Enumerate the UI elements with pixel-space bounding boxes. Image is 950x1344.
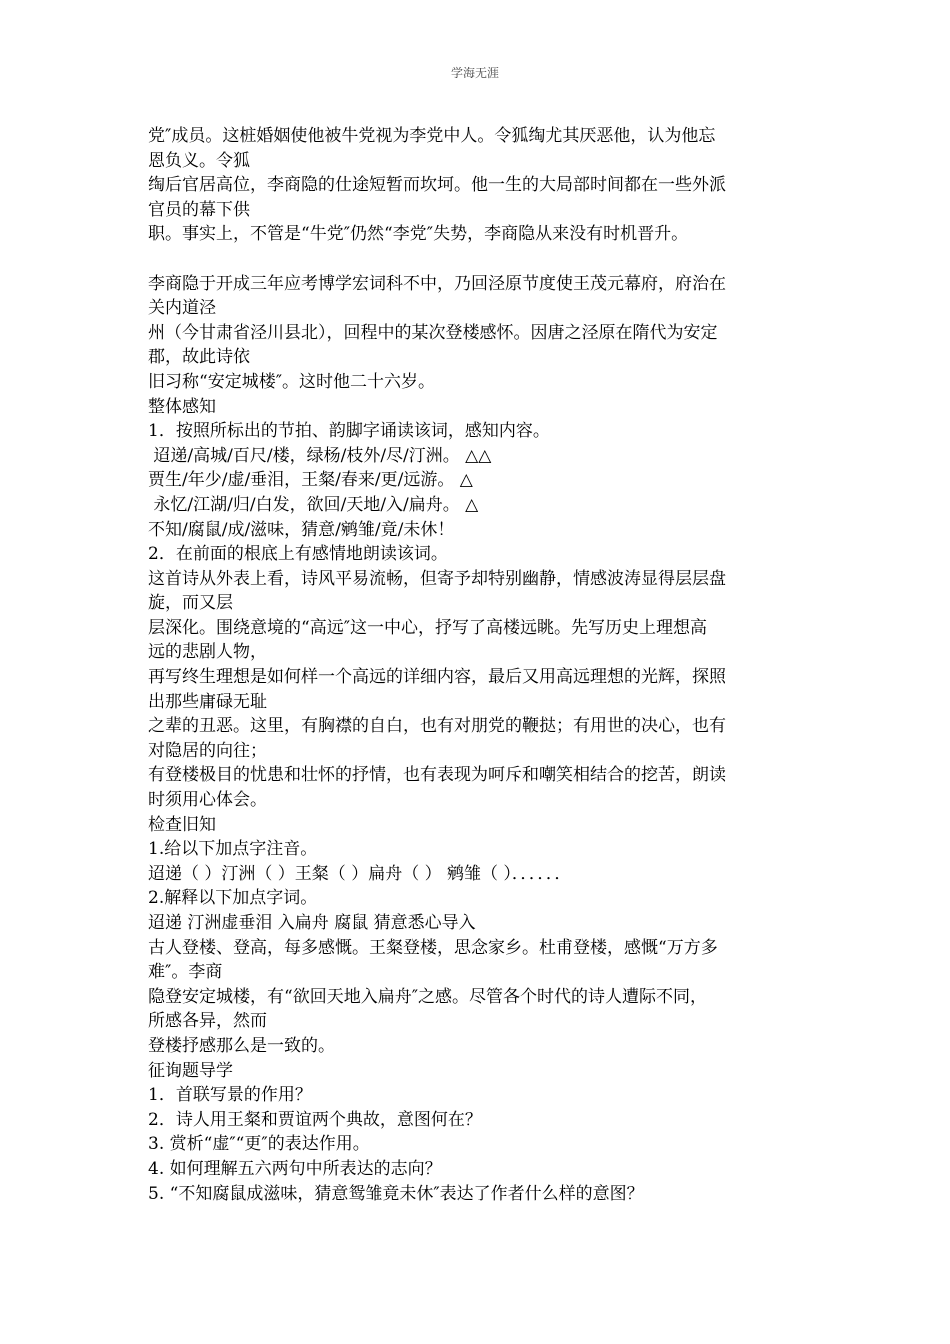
text-line: 之辈的丑恶。这里，有胸襟的自白，也有对朋党的鞭挞；有用世的决心，也有 <box>148 716 726 737</box>
text-line: 这首诗从外表上看，诗风平易流畅，但寄予却特别幽静，情感波涛显得层层盘 <box>148 568 726 589</box>
question-item: 2．诗人用王粲和贾谊两个典故，意图何在？ <box>148 1109 482 1130</box>
text-line: 隐登安定城楼，有“欲回天地入扁舟″之感。尽管各个时代的诗人遭际不同， <box>148 986 708 1007</box>
section-heading: 征询题导学 <box>148 1060 233 1081</box>
text-line: 1.给以下加点字注音。 <box>148 839 318 860</box>
poem-line: 迢递/高城/百尺/楼，绿杨/枝外/尽/汀洲。 △△ <box>148 445 492 466</box>
poem-line: 贾生/年少/虚/垂泪，王粲/春来/更/远游。 △ <box>148 470 473 491</box>
text-line: 绹后官居高位，李商隐的仕途短暂而坎坷。他一生的大局部时间都在一些外派 <box>148 175 726 196</box>
text-line: 职。事实上，不管是“牛党″仍然“李党″失势，李商隐从来没有时机晋升。 <box>148 224 689 245</box>
text-line: 1．按照所标出的节拍、韵脚字诵读该词，感知内容。 <box>148 421 550 442</box>
text-line: 官员的幕下供 <box>148 199 250 220</box>
document-body <box>148 124 808 1206</box>
text-line: 登楼抒感那么是一致的。 <box>148 1035 335 1056</box>
text-line: 再写终生理想是如何样一个高远的详细内容，最后又用高远理想的光辉，探照 <box>148 667 726 688</box>
blank-line <box>148 247 808 272</box>
question-item: 3. 赏析“虚″“更″的表达作用。 <box>148 1134 370 1155</box>
text-line: 李商隐于开成三年应考博学宏词科不中，乃回泾原节度使王茂元幕府，府治在 <box>148 273 726 294</box>
text-line: 有登楼极目的忧患和壮怀的抒情，也有表现为呵斥和嘲笑相结合的挖苦，朗读 <box>148 765 726 786</box>
text-line: 郡，故此诗依 <box>148 347 250 368</box>
text-line: 所感各异，然而 <box>148 1011 267 1032</box>
text-line: 2．在前面的根底上有感情地朗读该词。 <box>148 544 448 565</box>
text-line: 迢递 汀洲虚垂泪 入扁舟 腐鼠 猜意悉心导入 <box>148 913 476 933</box>
page-header: 学海无涯 <box>450 66 499 80</box>
question-item: 1．首联写景的作用？ <box>148 1085 312 1106</box>
text-line: 远的悲剧人物， <box>148 642 267 663</box>
text-line: 关内道泾 <box>148 298 216 319</box>
text-line: 党″成员。这桩婚姻使他被牛党视为李党中人。令狐绹尤其厌恶他，认为他忘 <box>148 126 716 146</box>
question-item: 5. “不知腐鼠成滋味，猜意鸳雏竟未休″表达了作者什么样的意图？ <box>148 1183 644 1204</box>
poem-line: 永忆/江湖/归/白发，欲回/天地/入/扁舟。 △ <box>148 494 479 515</box>
text-line: 旧习称“安定城楼″。这时他二十六岁。 <box>148 371 436 392</box>
section-heading: 检查旧知 <box>148 814 216 835</box>
section-heading: 整体感知 <box>148 396 216 417</box>
text-line: 州（今甘肃省泾川县北），回程中的某次登楼感怀。因唐之泾原在隋代为安定 <box>148 322 718 343</box>
text-line: 层深化。围绕意境的“高远″这一中心，抒写了高楼远眺。先写历史上理想高 <box>148 617 708 638</box>
text-line: 迢递（ ）汀洲（ ）王粲（ ）扁舟（ ） 鹓雏（ ）．．．．．． <box>148 863 572 884</box>
text-line: 恩负义。令狐 <box>148 150 250 171</box>
poem-line: 不知/腐鼠/成/滋味，猜意/鹓雏/竟/未休！ <box>148 519 455 540</box>
question-item: 4. 如何理解五六两句中所表达的志向？ <box>148 1158 442 1179</box>
text-line: 时须用心体会。 <box>148 790 267 811</box>
text-line: 2.解释以下加点字词。 <box>148 888 318 909</box>
text-line: 对隐居的向往； <box>148 740 267 761</box>
text-line: 出那些庸碌无耻 <box>148 691 267 712</box>
text-line: 旋，而又层 <box>148 593 233 614</box>
text-line: 难″。李商 <box>148 962 223 983</box>
text-line: 古人登楼、登高，每多感慨。王粲登楼，思念家乡。杜甫登楼，感慨“万方多 <box>148 937 718 958</box>
